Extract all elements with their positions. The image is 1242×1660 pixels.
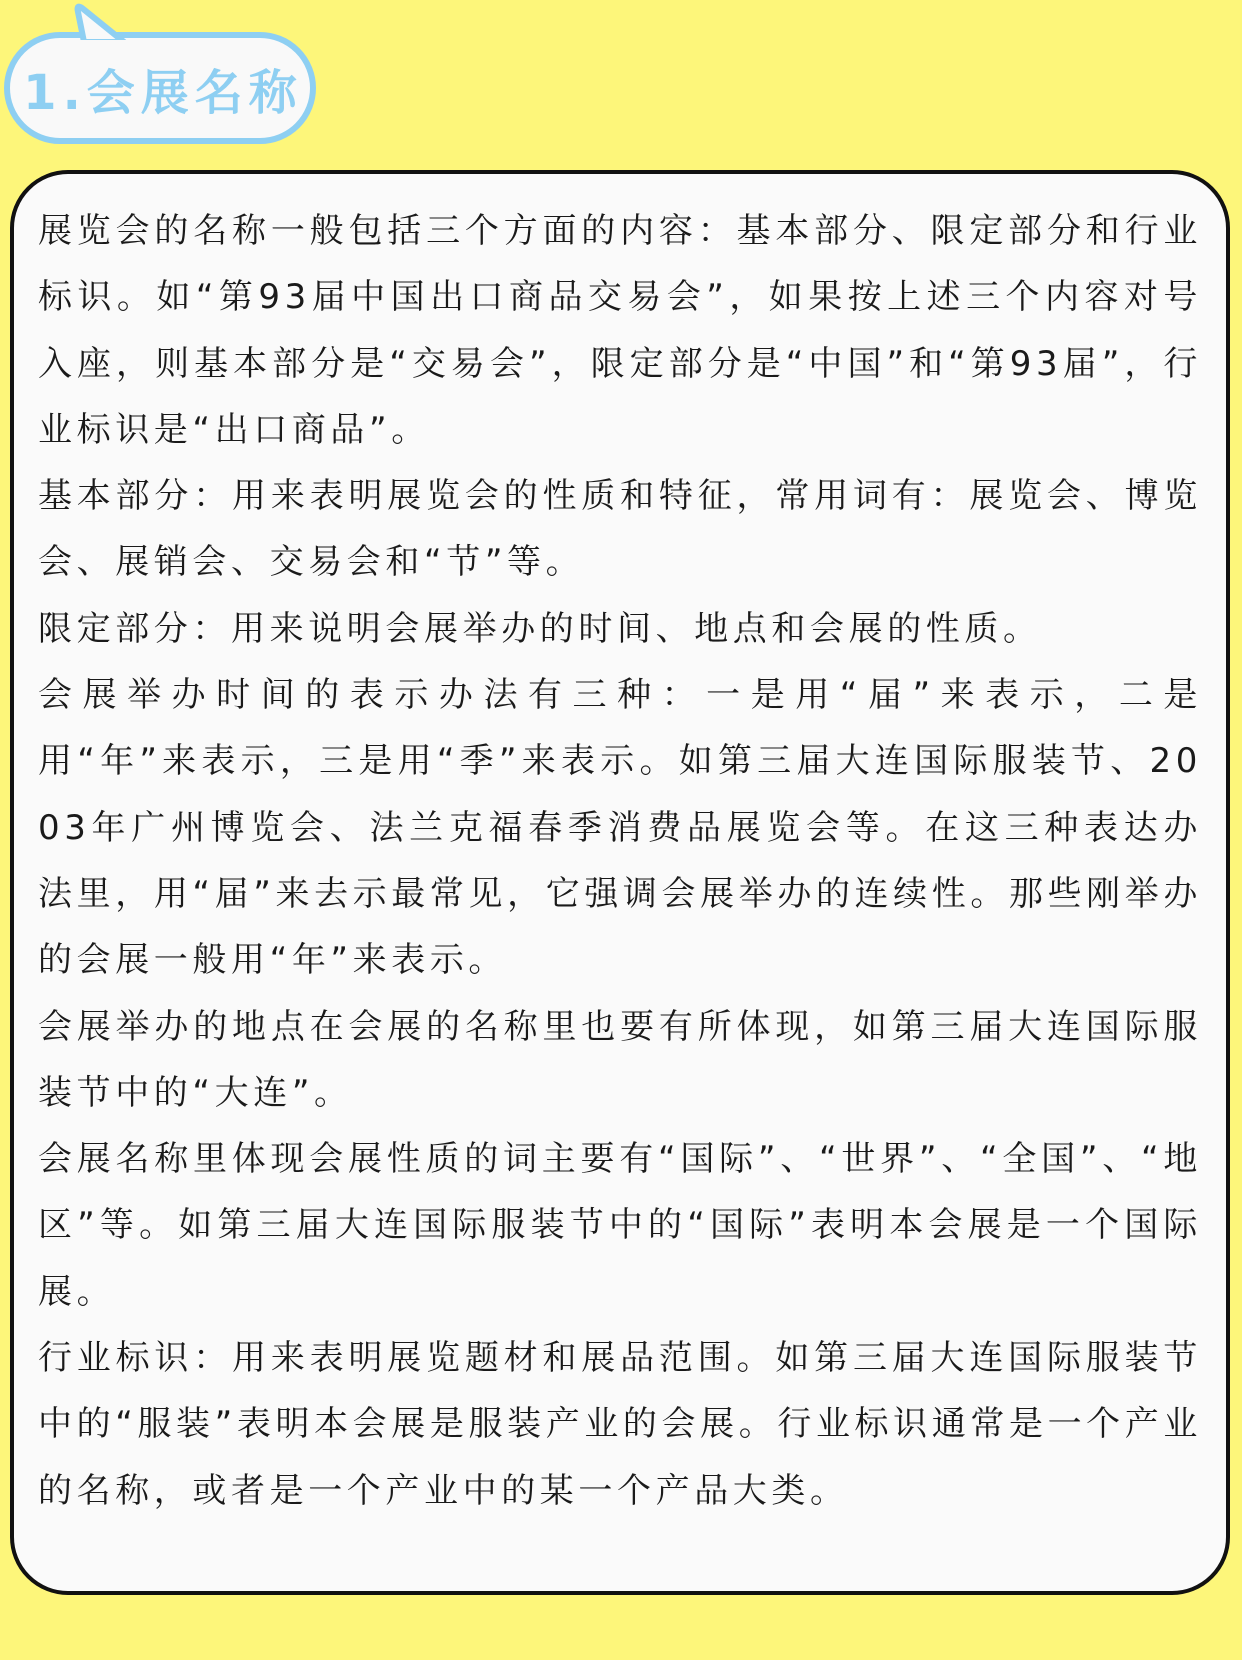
paragraph-industry-identifier: 行业标识：用来表明展览题材和展品范围。如第三届大连国际服装节中的“服装”表明本会展是服装产业的会展。行业标识通常是一个产业的名称，或者是一个产业中的某一个产品大类。	[38, 1338, 1202, 1511]
section-title: 1.会展名称	[23, 64, 303, 121]
paragraph-time-expression: 会展举办时间的表示办法有三种：一是用“届”来表示，二是用“年”来表示，三是用“季”来表示。如第三届大连国际服装节、2003年广州博览会、法兰克福春季消费品展览会等。在这三种表达办法里，用“届”来去示最常见，它强调会展举办的连续性。那些刚举办的会展一般用“年”来表示。	[38, 675, 1202, 981]
article-body	[38, 198, 1202, 1524]
section-title-bubble	[4, 32, 316, 144]
paragraph-qualifier-part: 限定部分：用来说明会展举办的时间、地点和会展的性质。	[38, 608, 1042, 649]
paragraph-overview: 展览会的名称一般包括三个方面的内容：基本部分、限定部分和行业标识。如“第93届中国出口商品交易会”，如果按上述三个内容对号入座，则基本部分是“交易会”，限定部分是“中国”和“第93届”，行业标识是“出口商品”。	[38, 211, 1202, 450]
paragraph-basic-part: 基本部分：用来表明展览会的性质和特征，常用词有：展览会、博览会、展销会、交易会和“节”等。	[38, 476, 1202, 583]
paragraph-nature: 会展名称里体现会展性质的词主要有“国际”、“世界”、“全国”、“地区”等。如第三届大连国际服装节中的“国际”表明本会展是一个国际展。	[38, 1139, 1202, 1312]
paragraph-location: 会展举办的地点在会展的名称里也要有所体现，如第三届大连国际服装节中的“大连”。	[38, 1006, 1202, 1113]
content-card	[10, 170, 1230, 1595]
